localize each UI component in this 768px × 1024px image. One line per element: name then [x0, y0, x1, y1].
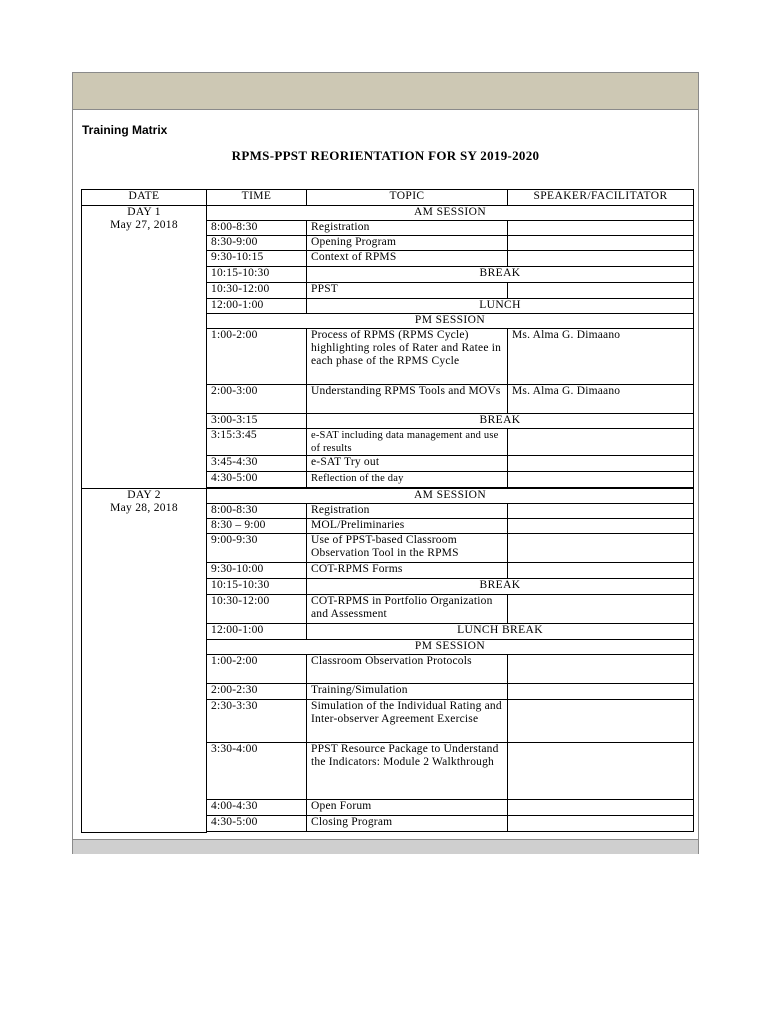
- day1-label: DAY 1: [127, 206, 161, 218]
- time-cell: 2:30-3:30: [207, 700, 307, 743]
- day2-date-cell: [82, 489, 207, 833]
- table-header-row: [82, 190, 694, 206]
- table-row: [82, 206, 694, 221]
- lunch-cell: LUNCH: [307, 299, 694, 314]
- topic-cell: Understanding RPMS Tools and MOVs: [307, 385, 508, 414]
- speaker-cell: [508, 595, 694, 624]
- speaker-cell: [508, 800, 694, 816]
- break-cell: BREAK: [307, 579, 694, 595]
- topic-cell: e-SAT including data management and use of results: [307, 429, 508, 456]
- topic-cell: Opening Program: [307, 236, 508, 251]
- speaker-cell: [508, 743, 694, 800]
- topic-cell: Use of PPST-based Classroom Observation Tool in the RPMS: [307, 534, 508, 563]
- time-cell: 8:30-9:00: [207, 236, 307, 251]
- day2-label: DAY 2: [127, 489, 161, 501]
- topic-cell: Closing Program: [307, 816, 508, 832]
- topic-cell: Reflection of the day: [307, 472, 508, 488]
- speaker-cell: [508, 563, 694, 579]
- time-cell: 2:00-2:30: [207, 684, 307, 700]
- break-cell: BREAK: [307, 267, 694, 283]
- time-cell: 10:30-12:00: [207, 595, 307, 624]
- day2-am-session: AM SESSION: [207, 489, 694, 504]
- table-row: [82, 489, 694, 504]
- topic-cell: COT-RPMS Forms: [307, 563, 508, 579]
- topic-cell: Simulation of the Individual Rating and Inter-observer Agreement Exercise: [307, 700, 508, 743]
- header-time: TIME: [207, 190, 307, 206]
- day2-pm-session: PM SESSION: [207, 640, 694, 655]
- time-cell: 12:00-1:00: [207, 299, 307, 314]
- topic-cell: COT-RPMS in Portfolio Organization and Assessment: [307, 595, 508, 624]
- topic-cell: e-SAT Try out: [307, 456, 508, 472]
- speaker-cell: [508, 504, 694, 519]
- speaker-cell: [508, 519, 694, 534]
- speaker-cell: [508, 534, 694, 563]
- time-cell: 3:15:3:45: [207, 429, 307, 456]
- day1-date-cell: [82, 206, 207, 489]
- time-cell: 12:00-1:00: [207, 624, 307, 640]
- speaker-cell: [508, 456, 694, 472]
- topic-cell: Training/Simulation: [307, 684, 508, 700]
- header-topic: TOPIC: [307, 190, 508, 206]
- topic-cell: PPST: [307, 283, 508, 299]
- day1-am-session: AM SESSION: [207, 206, 694, 221]
- topic-cell: MOL/Preliminaries: [307, 519, 508, 534]
- topic-cell: PPST Resource Package to Understand the Indicators: Module 2 Walkthrough: [307, 743, 508, 800]
- time-cell: 4:00-4:30: [207, 800, 307, 816]
- day1-date: May 27, 2018: [110, 219, 178, 231]
- topic-cell: Registration: [307, 504, 508, 519]
- time-cell: 9:30-10:15: [207, 251, 307, 267]
- speaker-cell: [508, 684, 694, 700]
- time-cell: 3:45-4:30: [207, 456, 307, 472]
- time-cell: 1:00-2:00: [207, 329, 307, 385]
- spacer-cell: [207, 832, 694, 833]
- time-cell: 9:30-10:00: [207, 563, 307, 579]
- speaker-cell: [508, 283, 694, 299]
- speaker-cell: [508, 655, 694, 684]
- speaker-cell: [508, 429, 694, 456]
- training-matrix-table: [81, 189, 694, 833]
- speaker-cell: Ms. Alma G. Dimaano: [508, 385, 694, 414]
- speaker-cell: Ms. Alma G. Dimaano: [508, 329, 694, 385]
- header-band: [73, 73, 698, 110]
- day2-date: May 28, 2018: [110, 502, 178, 514]
- topic-cell: Context of RPMS: [307, 251, 508, 267]
- document-label: Training Matrix: [82, 123, 168, 137]
- time-cell: 4:30-5:00: [207, 472, 307, 488]
- time-cell: 3:00-3:15: [207, 414, 307, 429]
- speaker-cell: [508, 700, 694, 743]
- time-cell: 10:30-12:00: [207, 283, 307, 299]
- footer-band: [73, 839, 698, 854]
- lunch-break-cell: LUNCH BREAK: [307, 624, 694, 640]
- speaker-cell: [508, 236, 694, 251]
- speaker-cell: [508, 221, 694, 236]
- time-cell: 8:00-8:30: [207, 221, 307, 236]
- topic-cell: Process of RPMS (RPMS Cycle) highlighting roles of Rater and Ratee in each phase of the RPMS Cycle: [307, 329, 508, 385]
- time-cell: 1:00-2:00: [207, 655, 307, 684]
- document-title: RPMS-PPST REORIENTATION FOR SY 2019-2020: [231, 148, 540, 163]
- speaker-cell: [508, 816, 694, 832]
- topic-cell: Registration: [307, 221, 508, 236]
- document-page: [72, 72, 699, 854]
- time-cell: 10:15-10:30: [207, 579, 307, 595]
- time-cell: 4:30-5:00: [207, 816, 307, 832]
- header-date: DATE: [82, 190, 207, 206]
- time-cell: 8:30 – 9:00: [207, 519, 307, 534]
- speaker-cell: [508, 251, 694, 267]
- time-cell: 8:00-8:30: [207, 504, 307, 519]
- topic-cell: Classroom Observation Protocols: [307, 655, 508, 684]
- break-cell: BREAK: [307, 414, 694, 429]
- day1-pm-session: PM SESSION: [207, 314, 694, 329]
- time-cell: 9:00-9:30: [207, 534, 307, 563]
- time-cell: 3:30-4:00: [207, 743, 307, 800]
- topic-cell: Open Forum: [307, 800, 508, 816]
- header-speaker: SPEAKER/FACILITATOR: [508, 190, 694, 206]
- time-cell: 10:15-10:30: [207, 267, 307, 283]
- speaker-cell: [508, 472, 694, 488]
- time-cell: 2:00-3:00: [207, 385, 307, 414]
